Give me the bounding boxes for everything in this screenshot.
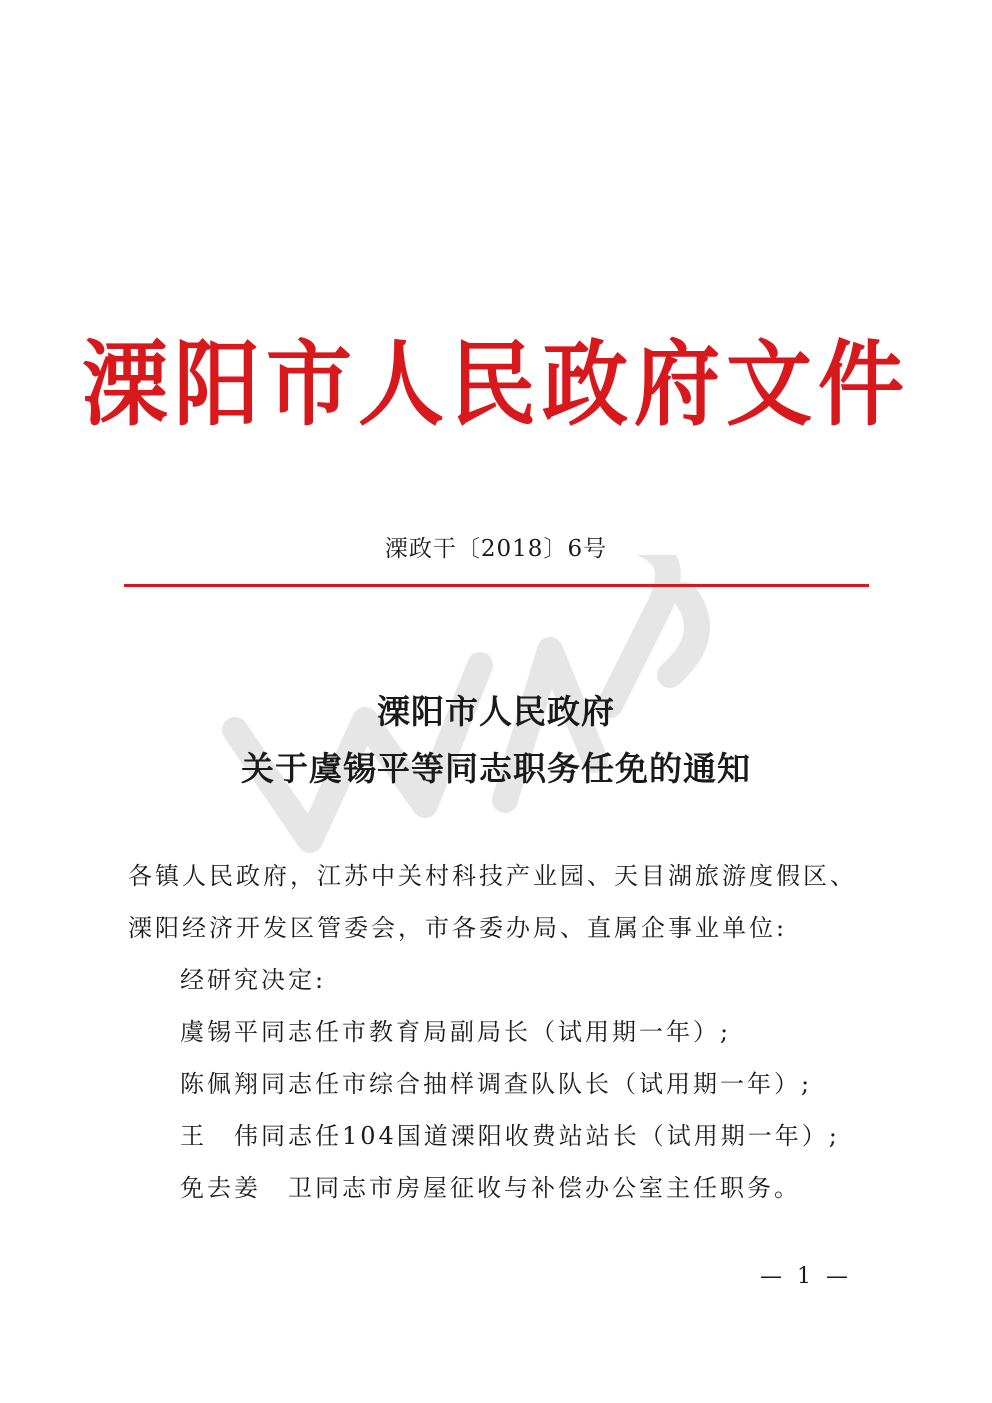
masthead-title: 溧阳市人民政府文件: [82, 329, 910, 439]
notice-title-line-1: 溧阳市人民政府: [377, 692, 615, 731]
red-divider-line: [124, 584, 869, 587]
decision-intro: 经研究决定:: [180, 966, 327, 994]
page-number: — 1 —: [760, 1264, 852, 1289]
document-number: 溧政干〔2018〕6号: [384, 536, 608, 562]
notice-title-line-2: 关于虞锡平等同志职务任免的通知: [241, 749, 751, 788]
addressee-paragraph: 各镇人民政府，江苏中关村科技产业园、天目湖旅游度假区、溧阳经济开发区管委会，市各委办局、直属企事业单位:: [128, 862, 857, 942]
appointment-item: 虞锡平同志任市教育局副局长（试用期一年）;: [180, 1018, 732, 1046]
dismissal-item: 免去姜 卫同志市房屋征收与补偿办公室主任职务。: [180, 1174, 801, 1202]
appointment-item: 陈佩翔同志任市综合抽样调查队队长（试用期一年）;: [180, 1070, 813, 1098]
appointment-item: 王 伟同志任104国道溧阳收费站站长（试用期一年）;: [180, 1122, 840, 1150]
